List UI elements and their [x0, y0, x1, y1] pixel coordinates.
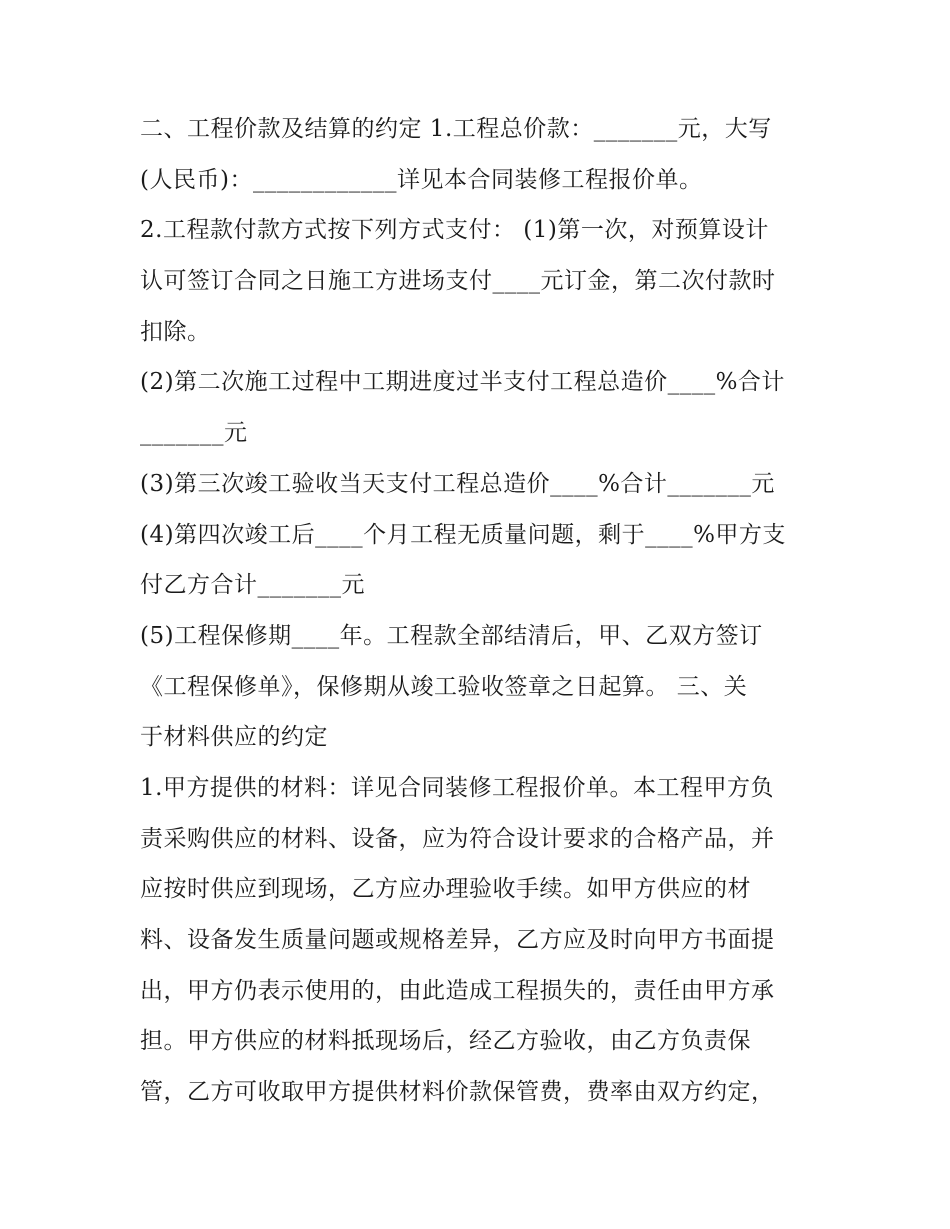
text-line: 于材料供应的约定 [140, 724, 328, 751]
text-line: (4)第四次竣工后____个月工程无质量问题，剩于____%甲方支 [140, 521, 786, 548]
text-line: _______元 [140, 420, 248, 447]
text-line: (3)第三次竣工验收当天支付工程总造价____%合计_______元 [140, 470, 775, 497]
text-line: 出，甲方仍表示使用的，由此造成工程损失的，责任由甲方承 [140, 977, 775, 1004]
text-line: 责采购供应的材料、设备，应为符合设计要求的合格产品，并 [140, 825, 775, 852]
text-line: 管，乙方可收取甲方提供材料价款保管费，费率由双方约定， [140, 1079, 775, 1106]
text-line: 《工程保修单》，保修期从竣工验收签章之日起算。 三、关 [140, 673, 748, 700]
text-line: (5)工程保修期____年。工程款全部结清后，甲、乙双方签订 [140, 622, 763, 649]
text-line: 担。甲方供应的材料抵现场后，经乙方验收，由乙方负责保 [140, 1028, 751, 1055]
text-line: 2.工程款付款方式按下列方式支付： (1)第一次，对预算设计 [140, 217, 769, 244]
text-line: 应按时供应到现场，乙方应办理验收手续。如甲方供应的材 [140, 876, 751, 903]
text-line: (人民币)：____________详见本合同装修工程报价单。 [140, 166, 703, 193]
text-line: 料、设备发生质量问题或规格差异，乙方应及时向甲方书面提 [140, 927, 775, 953]
text-line: 扣除。 [140, 318, 211, 345]
text-line: 1.甲方提供的材料：详见合同装修工程报价单。本工程甲方负 [140, 774, 774, 801]
text-line: (2)第二次施工过程中工期进度过半支付工程总造价____%合计 [140, 369, 785, 396]
text-line: 认可签订合同之日施工方进场支付____元订金，第二次付款时 [140, 268, 776, 295]
text-line: 付乙方合计_______元 [140, 572, 365, 599]
contract-body [140, 104, 830, 1118]
text-line: 二、工程价款及结算的约定 1.工程总价款：_______元，大写 [140, 116, 772, 142]
